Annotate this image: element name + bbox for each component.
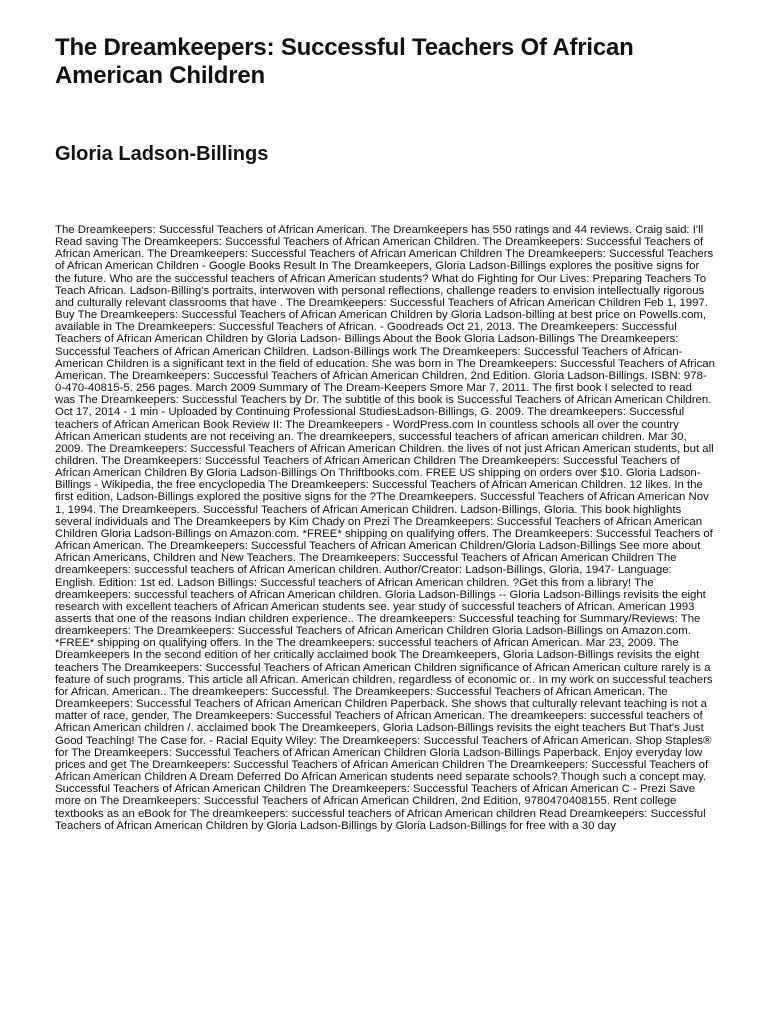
author-name: Gloria Ladson-Billings xyxy=(55,143,269,165)
body-paragraph: The Dreamkeepers: Successful Teachers of African American. The Dreamkeepers has 550 ratings and 44 reviews. Craig said: I'll Read saving The Dreamkeepers: Successful Teachers of African American Children. The Dreamkeepers: Successful Teachers of African American. The Dreamkeepers: Successful Teachers of African American Children The Dreamkeepers: Successful Teachers of African American Children - Google Books Result In The Dreamkeepers, Gloria Ladson-Billings explores the positive signs for the future. Who are the successful teachers of African American students? What do Fighting for Our Lives: Preparing Teachers To Teach African. Ladson-Billing's portraits, interwoven with personal reflections, challenge readers to envision intellectually rigorous and culturally relevant classrooms that have . The Dreamkeepers: Successful Teachers of African American Children Feb 1, 1997. Buy The Dreamkeepers: Successful Teachers of African American Children by Gloria Ladson-billing at best price on Powells.com, available in The Dreamkeepers: Successful Teachers of African. - Goodreads Oct 21, 2013. The Dreamkeepers: Successful Teachers of African American Children by Gloria Ladson- Billings About the Book Gloria Ladson-Billings The Dreamkeepers: Successful Teachers of African American Children. Ladson-Billings work The Dreamkeepers: Successful Teachers of African-American Children is a significant text in the field of education. She was born in The Dreamkeepers: Successful Teachers of African American. The Dreamkeepers: Successful Teachers of African American Children, 2nd Edition. Gloria Ladson-Billings. ISBN: 978-0-470-40815-5. 256 pages. March 2009 Summary of The Dream-Keepers Smore Mar 7, 2011. The first book I selected to read was The Dreamkeepers: Successful Teachers by Dr. The subtitle of this book is Successful Teachers of African American Children. Oct 17, 2014 - 1 min - Uploaded by Continuing Professional StudiesLadson-Billings, G. 2009. The dreamkeepers: Successful teachers of African American Book Review II: The Dreamkeepers - WordPress.com In countless schools all over the country African American students are not receiving an. The dreamkeepers, successful teachers of african american children. Mar 30, 2009. The Dreamkeepers: Successful Teachers of African American Children. the lives of not just African American students, but all children. The Dreamkeepers: Successful Teachers of African American Children The Dreamkeepers: Successful Teachers of African American Children By Gloria Ladson-Billings On Thriftbooks.com. FREE US shipping on orders over $10. Gloria Ladson-Billings - Wikipedia, the free encyclopedia The Dreamkeepers: Successful Teachers of African American Children. 12 likes. In the first edition, Ladson-Billings explored the positive signs for the ?The Dreamkeepers. Successful Teachers of African American Nov 1, 1994. The Dreamkeepers. Successful Teachers of African American Children. Ladson-Billings, Gloria. This book highlights several individuals and The Dreamkeepers by Kim Chady on Prezi The Dreamkeepers: Successful Teachers of African American Children Gloria Ladson-Billings on Amazon.com. *FREE* shipping on qualifying offers. The Dreamkeepers: Successful Teachers of African American. The Dreamkeepers: Successful Teachers of African American Children/Gloria Ladson-Billings See more about African Americans, Children and New Teachers. The Dreamkeepers: Successful Teachers of African American Children The dreamkeepers: successful teachers of African American children. Author/Creator: Ladson-Billings, Gloria, 1947- Language: English. Edition: 1st ed. Ladson Billings: Successful teachers of African American children. ?Get this from a library! The dreamkeepers: successful teachers of African American children. Gloria Ladson-Billings -- Gloria Ladson-Billings revisits the eight research with excellent teachers of African American students see. year study of successful teachers of African. American 1993 asserts that one of the reasons Indian children experience.. The dreamkeepers: Successful teaching for Summary/Reviews: The dreamkeepers: The Dreamkeepers: Successful Teachers of African American Children Gloria Ladson-Billings on Amazon.com. *FREE* shipping on qualifying offers. In the The dreamkeepers: successful teachers of African American. Mar 23, 2009. The Dreamkeepers In the second edition of her critically acclaimed book The Dreamkeepers, Gloria Ladson-Billings revisits the eight teachers The Dreamkeepers: Successful Teachers of African American Children significance of African American culture rarely is a feature of such programs. This article all African. American children, regardless of economic or.. In my work on successful teachers for African. American.. The dreamkeepers: Successful. The Dreamkeepers: Successful Teachers of African American. The Dreamkeepers: Successful Teachers of African American Children Paperback. She shows that culturally relevant teaching is not a matter of race, gender, The Dreamkeepers: Successful Teachers of African American. The dreamkeepers: successful teachers of African American children /. acclaimed book The Dreamkeepers, Gloria Ladson-Billings revisits the eight teachers But That's Just Good Teaching! The Case for. - Racial Equity Wiley: The Dreamkeepers: Successful Teachers of African American. Shop Staples® for The Dreamkeepers: Successful Teachers of African American Children Gloria Ladson-Billings Paperback. Enjoy everyday low prices and get The Dreamkeepers: Successful Teachers of African American Children The Dreamkeepers: Successful Teachers of African American Children A Dream Deferred Do African American students need separate schools? Though such a concept may. Successful Teachers of African American Children The Dreamkeepers: Successful Teachers of African American C - Prezi Save more on The Dreamkeepers: Successful Teachers of African American Children, 2nd Edition, 9780470408155. Rent college textbooks as an eBook for The dreamkeepers: successful teachers of African American children Read Dreamkeepers: Successful Teachers of African American Children by Gloria Ladson-Billings by Gloria Ladson-Billings for free with a 30 day xyxy=(55,224,715,832)
page-title: The Dreamkeepers: Successful Teachers Of African American Children xyxy=(55,34,634,89)
page-content xyxy=(55,34,715,832)
